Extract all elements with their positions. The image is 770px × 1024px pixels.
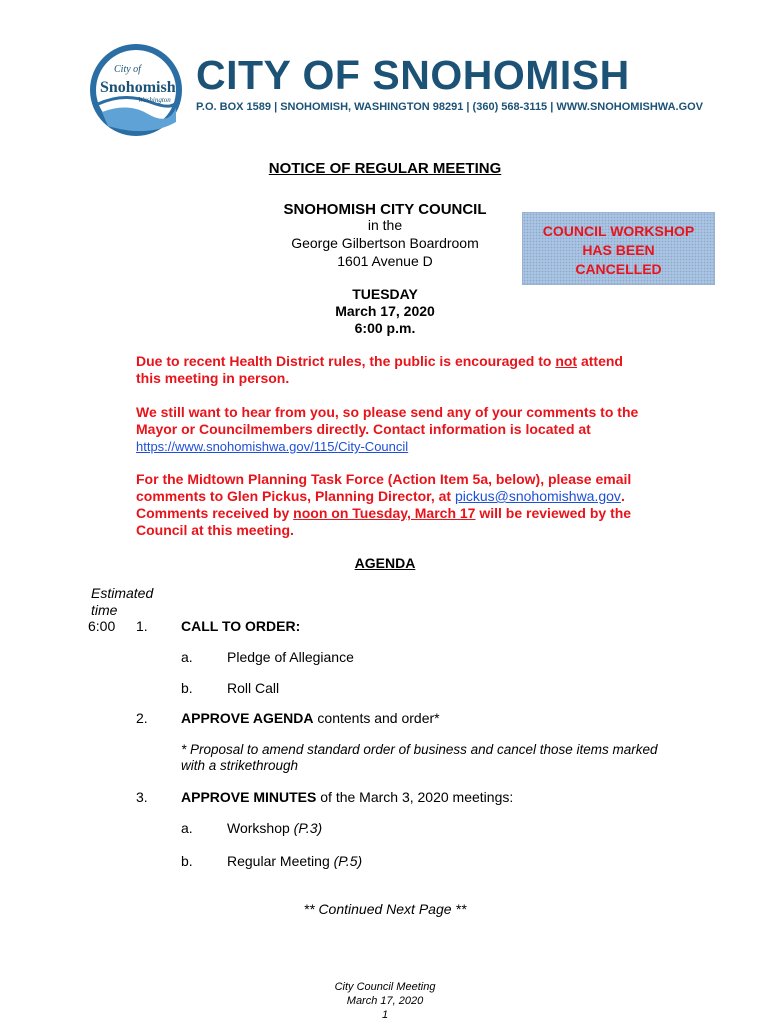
meeting-day: TUESDAY bbox=[352, 286, 418, 302]
item-3b-text: Regular Meeting (P.5) bbox=[227, 853, 363, 869]
footer-date: March 17, 2020 bbox=[346, 995, 424, 1007]
logo-text-washington: Washington bbox=[138, 96, 171, 104]
item-1b-text: Roll Call bbox=[227, 680, 280, 696]
item-1a-letter: a. bbox=[181, 649, 193, 665]
pickus-email-link[interactable]: pickus@snohomishwa.gov bbox=[454, 488, 621, 504]
council-name: SNOHOMISH CITY COUNCIL bbox=[283, 201, 487, 218]
item-1-time: 6:00 bbox=[88, 618, 116, 634]
page-number: 1 bbox=[381, 1009, 389, 1021]
logo-text-city-of: City of bbox=[114, 64, 141, 75]
contact-line: P.O. BOX 1589 | SNOHOMISH, WASHINGTON 98291 | (360) 568-3115 | WWW.SNOHOMISHWA.GOV bbox=[196, 101, 704, 113]
estimated-label: Estimated bbox=[91, 585, 154, 601]
banner-line-1: COUNCIL WORKSHOP bbox=[542, 223, 695, 239]
item-3-title: APPROVE MINUTES bbox=[181, 789, 317, 805]
item-2-note-1: * Proposal to amend standard order of business and cancel those items marked bbox=[181, 742, 658, 757]
address: 1601 Avenue D bbox=[337, 253, 433, 269]
meeting-time: 6:00 p.m. bbox=[354, 320, 416, 336]
room-name: George Gilbertson Boardroom bbox=[291, 235, 479, 251]
continued-note: ** Continued Next Page ** bbox=[303, 901, 467, 917]
item-3b-letter: b. bbox=[181, 853, 193, 869]
time-label: time bbox=[91, 602, 118, 618]
emphasis-not: not bbox=[555, 353, 578, 369]
item-2-number: 2. bbox=[136, 710, 148, 726]
item-1-number: 1. bbox=[136, 618, 148, 634]
meeting-date: March 17, 2020 bbox=[335, 303, 435, 319]
item-2-note-2: with a strikethrough bbox=[181, 758, 299, 773]
item-1a-text: Pledge of Allegiance bbox=[227, 649, 354, 665]
item-2-title: APPROVE AGENDA bbox=[181, 710, 314, 726]
item-3-line: APPROVE MINUTES of the March 3, 2020 meetings: bbox=[181, 789, 514, 805]
city-title: CITY OF SNOHOMISH bbox=[196, 52, 630, 98]
notice-heading: NOTICE OF REGULAR MEETING bbox=[268, 160, 502, 177]
health-notice: Due to recent Health District rules, the public is encouraged to not attend this meeting in person. bbox=[136, 353, 623, 386]
item-2-line: APPROVE AGENDA contents and order* bbox=[181, 710, 440, 726]
comment-notice: We still want to hear from you, so please send any of your comments to the Mayor or Councilmembers directly. Contact information is located at https://www.snohomishwa.gov/115/City-Council bbox=[136, 404, 639, 454]
agenda-heading: AGENDA bbox=[354, 555, 416, 571]
item-3a-letter: a. bbox=[181, 820, 193, 836]
cancelled-banner bbox=[522, 212, 715, 285]
midtown-notice: For the Midtown Planning Task Force (Action Item 5a, below), please email comments to Glen Pickus, Planning Director, at pickus@snohomishwa.gov. Comments received by noon on Tuesday, March 17 will be reviewed by the Council at this meeting. bbox=[136, 471, 632, 538]
banner-line-3: CANCELLED bbox=[575, 261, 662, 277]
city-council-link[interactable]: https://www.snohomishwa.gov/115/City-Council bbox=[136, 439, 409, 454]
in-the-label: in the bbox=[367, 217, 403, 233]
item-1-title: CALL TO ORDER: bbox=[181, 618, 301, 634]
logo-text-snohomish: Snohomish bbox=[100, 79, 176, 96]
item-3a-text: Workshop (P.3) bbox=[227, 820, 323, 836]
item-3-number: 3. bbox=[136, 789, 148, 805]
footer-title: City Council Meeting bbox=[334, 981, 436, 993]
banner-line-2: HAS BEEN bbox=[582, 242, 655, 258]
city-logo bbox=[88, 42, 184, 138]
item-1b-letter: b. bbox=[181, 680, 193, 696]
